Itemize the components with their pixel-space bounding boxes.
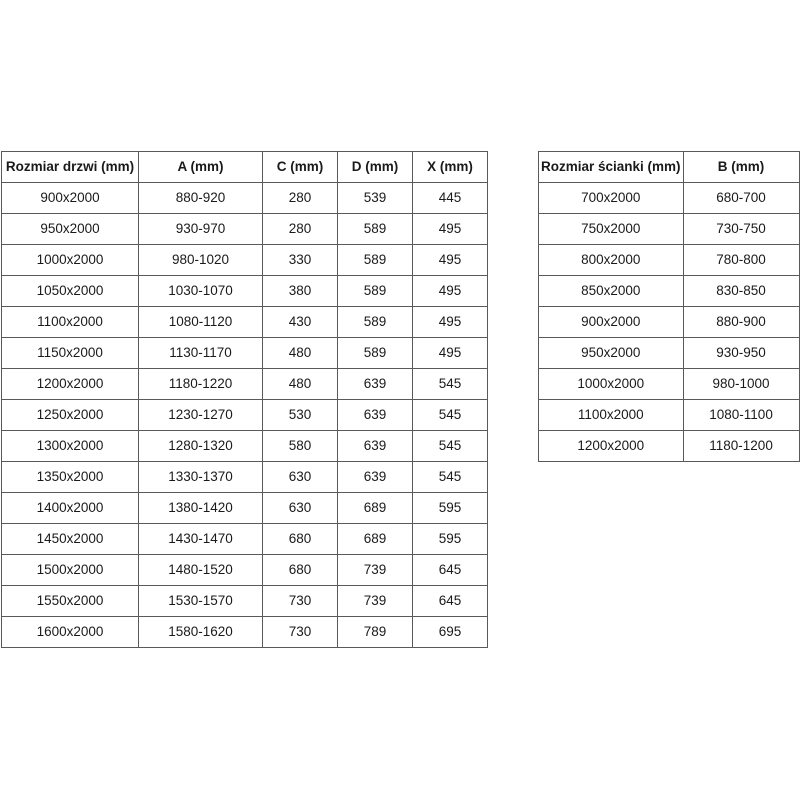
table-cell: 589: [338, 214, 413, 245]
table-cell: 630: [263, 462, 338, 493]
table-cell: 695: [413, 617, 488, 648]
table-cell: 595: [413, 493, 488, 524]
table-cell: 1280-1320: [139, 431, 263, 462]
table-row: [539, 183, 800, 214]
table-cell: 950x2000: [539, 338, 684, 369]
table-cell: 645: [413, 586, 488, 617]
table-cell: 900x2000: [539, 307, 684, 338]
table-cell: 1600x2000: [2, 617, 139, 648]
table-cell: 580: [263, 431, 338, 462]
table-row: [2, 586, 488, 617]
table-cell: 1500x2000: [2, 555, 139, 586]
table-cell: 1450x2000: [2, 524, 139, 555]
table-cell: 689: [338, 493, 413, 524]
table-cell: 689: [338, 524, 413, 555]
table-row: [2, 524, 488, 555]
table-cell: 880-920: [139, 183, 263, 214]
table-cell: 1150x2000: [2, 338, 139, 369]
table-row: [2, 245, 488, 276]
table-cell: 1080-1100: [683, 400, 799, 431]
table-row: [539, 431, 800, 462]
table-cell: 495: [413, 245, 488, 276]
table-cell: 980-1020: [139, 245, 263, 276]
table-cell: 280: [263, 183, 338, 214]
table-cell: 830-850: [683, 276, 799, 307]
table-cell: 495: [413, 338, 488, 369]
table-row: [539, 307, 800, 338]
table-cell: 539: [338, 183, 413, 214]
table-cell: 589: [338, 307, 413, 338]
table-cell: 880-900: [683, 307, 799, 338]
table-cell: 1080-1120: [139, 307, 263, 338]
column-header: A (mm): [139, 152, 263, 183]
table-cell: 950x2000: [2, 214, 139, 245]
table-row: [2, 555, 488, 586]
table-row: [2, 493, 488, 524]
column-header: B (mm): [683, 152, 799, 183]
table-row: [2, 400, 488, 431]
table-cell: 589: [338, 245, 413, 276]
column-header: X (mm): [413, 152, 488, 183]
door-size-table: [1, 151, 488, 648]
table-row: [539, 400, 800, 431]
table-cell: 1430-1470: [139, 524, 263, 555]
table-row: [2, 369, 488, 400]
table-cell: 1200x2000: [539, 431, 684, 462]
table-cell: 730-750: [683, 214, 799, 245]
table-cell: 1350x2000: [2, 462, 139, 493]
table-cell: 545: [413, 369, 488, 400]
table-row: [2, 307, 488, 338]
table-cell: 445: [413, 183, 488, 214]
table-cell: 480: [263, 338, 338, 369]
table-cell: 980-1000: [683, 369, 799, 400]
table-cell: 1300x2000: [2, 431, 139, 462]
table-cell: 545: [413, 400, 488, 431]
table-cell: 1180-1200: [683, 431, 799, 462]
table-cell: 1530-1570: [139, 586, 263, 617]
column-header: Rozmiar drzwi (mm): [2, 152, 139, 183]
table-cell: 1180-1220: [139, 369, 263, 400]
table-cell: 280: [263, 214, 338, 245]
table-cell: 1400x2000: [2, 493, 139, 524]
table-cell: 1000x2000: [2, 245, 139, 276]
table-cell: 1580-1620: [139, 617, 263, 648]
table-cell: 1550x2000: [2, 586, 139, 617]
table-cell: 639: [338, 431, 413, 462]
table-cell: 639: [338, 369, 413, 400]
table-row: [2, 276, 488, 307]
table-cell: 530: [263, 400, 338, 431]
table-cell: 1030-1070: [139, 276, 263, 307]
table-cell: 1200x2000: [2, 369, 139, 400]
column-header: C (mm): [263, 152, 338, 183]
table-cell: 495: [413, 276, 488, 307]
table-cell: 380: [263, 276, 338, 307]
table-cell: 1100x2000: [2, 307, 139, 338]
table-cell: 495: [413, 307, 488, 338]
table-cell: 480: [263, 369, 338, 400]
table-cell: 589: [338, 276, 413, 307]
header-row: [2, 152, 488, 183]
table-cell: 700x2000: [539, 183, 684, 214]
table-row: [539, 214, 800, 245]
table-cell: 730: [263, 617, 338, 648]
header-row: [539, 152, 800, 183]
table-cell: 1050x2000: [2, 276, 139, 307]
table-cell: 739: [338, 586, 413, 617]
table-cell: 1230-1270: [139, 400, 263, 431]
table-cell: 1000x2000: [539, 369, 684, 400]
table-row: [2, 617, 488, 648]
table-cell: 545: [413, 462, 488, 493]
table-cell: 495: [413, 214, 488, 245]
table-cell: 1380-1420: [139, 493, 263, 524]
table-row: [2, 214, 488, 245]
table-cell: 1100x2000: [539, 400, 684, 431]
table-cell: 595: [413, 524, 488, 555]
table-cell: 1330-1370: [139, 462, 263, 493]
column-header: D (mm): [338, 152, 413, 183]
table-cell: 680: [263, 524, 338, 555]
table-row: [2, 183, 488, 214]
table-cell: 1480-1520: [139, 555, 263, 586]
table-row: [539, 369, 800, 400]
table-row: [539, 245, 800, 276]
table-cell: 680: [263, 555, 338, 586]
table-cell: 780-800: [683, 245, 799, 276]
table-cell: 739: [338, 555, 413, 586]
table-cell: 850x2000: [539, 276, 684, 307]
table-cell: 930-970: [139, 214, 263, 245]
column-header: Rozmiar ścianki (mm): [539, 152, 684, 183]
table-cell: 900x2000: [2, 183, 139, 214]
table-cell: 589: [338, 338, 413, 369]
table-cell: 680-700: [683, 183, 799, 214]
table-row: [2, 462, 488, 493]
table-cell: 1130-1170: [139, 338, 263, 369]
table-row: [2, 338, 488, 369]
table-row: [2, 431, 488, 462]
table-row: [539, 276, 800, 307]
table-cell: 330: [263, 245, 338, 276]
table-cell: 750x2000: [539, 214, 684, 245]
wall-size-table: [538, 151, 800, 462]
table-cell: 1250x2000: [2, 400, 139, 431]
table-row: [539, 338, 800, 369]
table-cell: 730: [263, 586, 338, 617]
table-cell: 930-950: [683, 338, 799, 369]
table-cell: 639: [338, 462, 413, 493]
table-cell: 545: [413, 431, 488, 462]
table-cell: 639: [338, 400, 413, 431]
table-cell: 645: [413, 555, 488, 586]
table-cell: 789: [338, 617, 413, 648]
table-cell: 430: [263, 307, 338, 338]
table-cell: 800x2000: [539, 245, 684, 276]
table-cell: 630: [263, 493, 338, 524]
